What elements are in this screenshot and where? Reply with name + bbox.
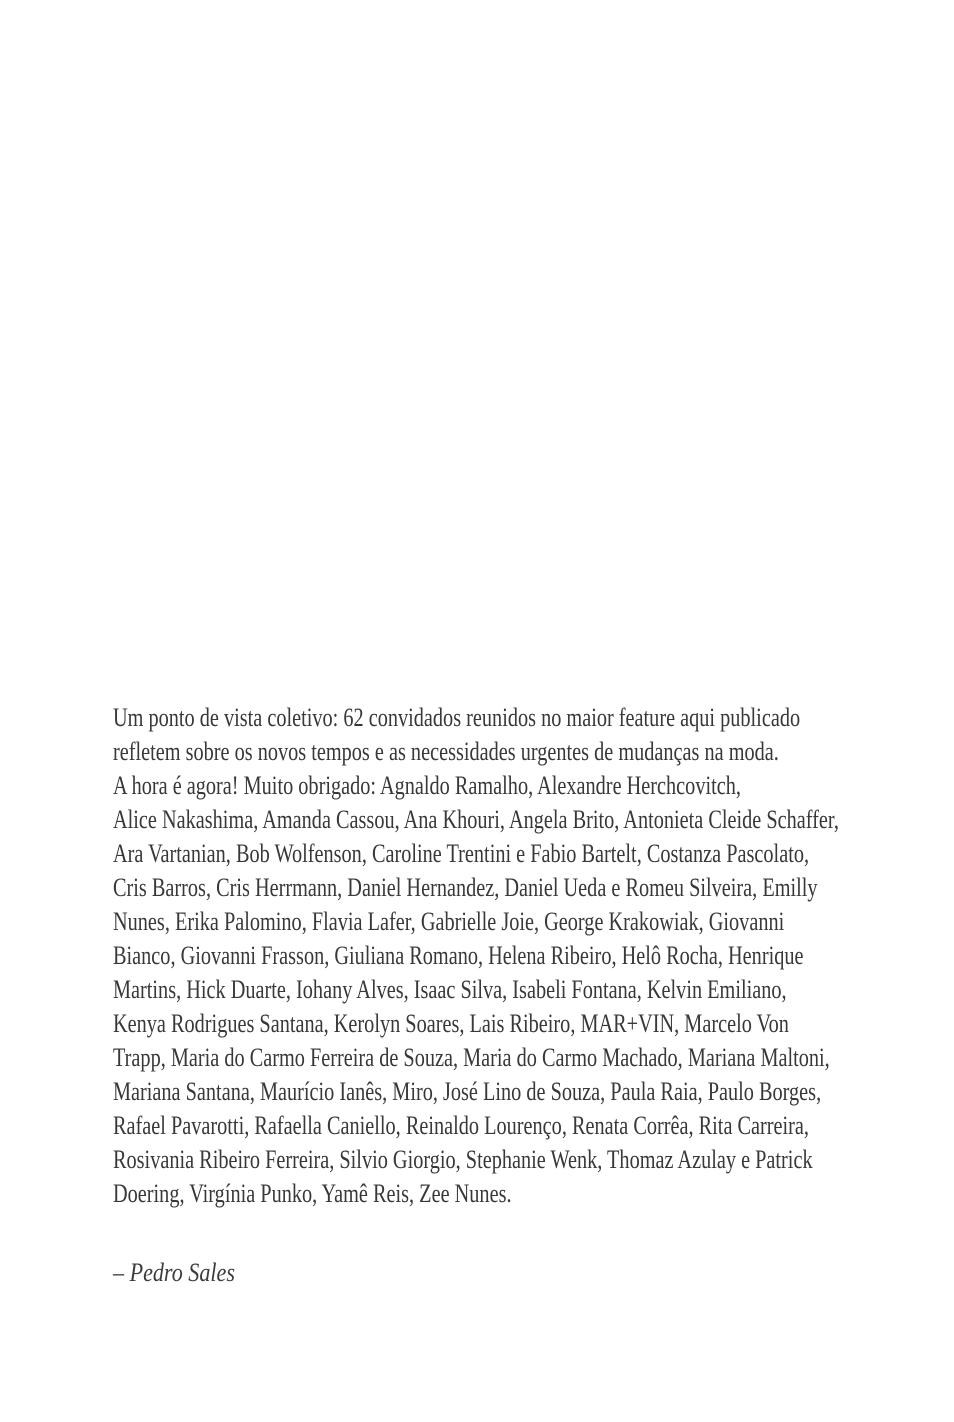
text-line: Martins, Hick Duarte, Iohany Alves, Isaac Silva, Isabeli Fontana, Kelvin Emiliano, <box>113 975 787 1004</box>
text-line: Cris Barros, Cris Herrmann, Daniel Hernandez, Daniel Ueda e Romeu Silveira, Emilly <box>113 873 818 902</box>
text-line: Um ponto de vista coletivo: 62 convidados reunidos no maior feature aqui publicado <box>113 703 801 732</box>
text-line: Ara Vartanian, Bob Wolfenson, Caroline Trentini e Fabio Bartelt, Costanza Pascolato, <box>113 839 810 868</box>
text-line: A hora é agora! Muito obrigado: Agnaldo Ramalho, Alexandre Herchcovitch, <box>113 771 741 800</box>
acknowledgments-text <box>113 701 877 1211</box>
text-line: Kenya Rodrigues Santana, Kerolyn Soares, Lais Ribeiro, MAR+VIN, Marcelo Von <box>113 1009 789 1038</box>
text-line: refletem sobre os novos tempos e as necessidades urgentes de mudanças na moda. <box>113 737 779 766</box>
text-line: Alice Nakashima, Amanda Cassou, Ana Khouri, Angela Brito, Antonieta Cleide Schaffer, <box>113 805 839 834</box>
text-line: Mariana Santana, Maurício Ianês, Miro, José Lino de Souza, Paula Raia, Paulo Borges, <box>113 1077 822 1106</box>
text-line: Nunes, Erika Palomino, Flavia Lafer, Gabrielle Joie, George Krakowiak, Giovanni <box>113 907 785 936</box>
author-signature: – Pedro Sales <box>113 1258 235 1287</box>
text-line: Rafael Pavarotti, Rafaella Caniello, Reinaldo Lourenço, Renata Corrêa, Rita Carreira, <box>113 1111 810 1140</box>
text-line: Trapp, Maria do Carmo Ferreira de Souza, Maria do Carmo Machado, Mariana Maltoni, <box>113 1043 830 1072</box>
text-line: Doering, Virgínia Punko, Yamê Reis, Zee Nunes. <box>113 1179 512 1208</box>
text-line: Bianco, Giovanni Frasson, Giuliana Romano, Helena Ribeiro, Helô Rocha, Henrique <box>113 941 804 970</box>
text-line: Rosivania Ribeiro Ferreira, Silvio Giorgio, Stephanie Wenk, Thomaz Azulay e Patrick <box>113 1145 813 1174</box>
